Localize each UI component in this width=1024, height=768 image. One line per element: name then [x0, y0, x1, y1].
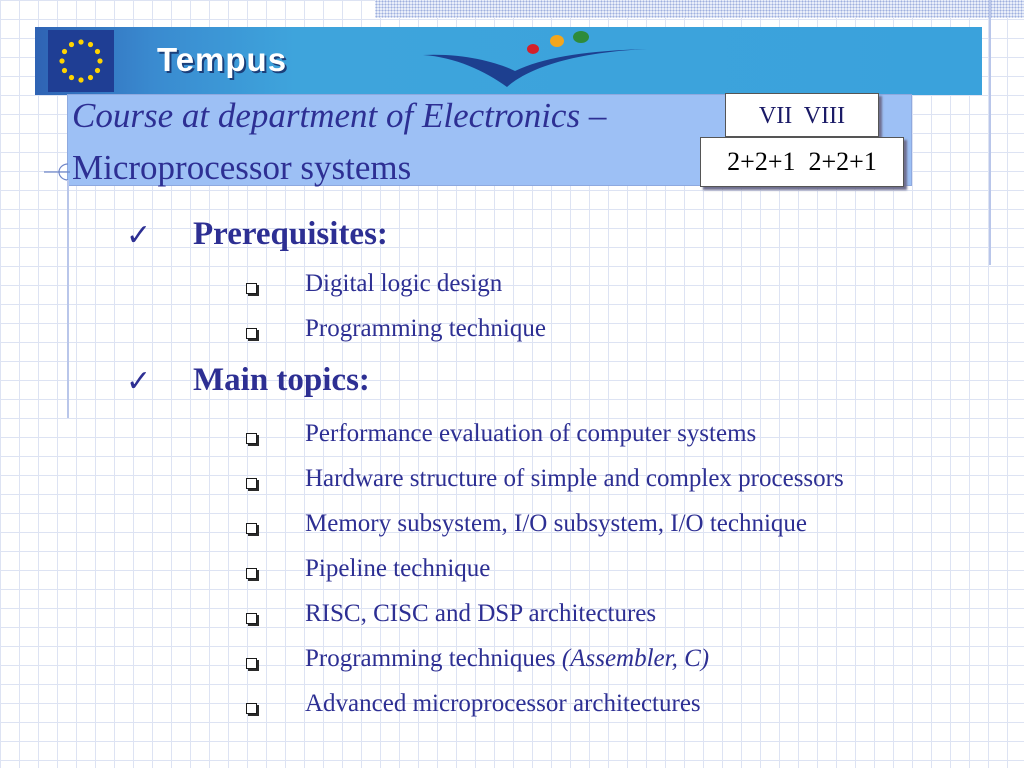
list-item — [305, 645, 709, 673]
list-item-emphasis: (Assembler, C) — [561, 645, 710, 672]
list-item: Digital logic design — [305, 270, 503, 297]
list-item-text: Programming techniques — [305, 645, 562, 672]
list-item: Hardware structure of simple and complex processors — [305, 465, 844, 492]
list-item: Pipeline technique — [305, 555, 491, 582]
top-dotted-band — [375, 0, 1024, 18]
eu-flag-icon — [48, 30, 114, 92]
square-bullet-icon — [246, 478, 257, 489]
square-bullet-icon — [246, 283, 257, 294]
semester-box: VII VIII — [725, 93, 879, 137]
checkmark-icon: ✓ — [126, 364, 152, 399]
list-item: Memory subsystem, I/O subsystem, I/O technique — [305, 510, 808, 537]
square-bullet-icon — [246, 658, 257, 669]
square-bullet-icon — [246, 433, 257, 444]
section-heading-main-topics: Main topics: — [193, 362, 370, 398]
tempus-swoosh-icon — [415, 27, 655, 95]
square-bullet-icon — [246, 568, 257, 579]
credits-box: 2+2+1 2+2+1 — [700, 137, 904, 187]
square-bullet-icon — [246, 523, 257, 534]
list-item: RISC, CISC and DSP architectures — [305, 600, 657, 627]
title-marker-icon — [44, 162, 70, 182]
decorative-vertical-line — [989, 0, 991, 265]
slide-title: Course at department of Electronics – — [72, 96, 607, 135]
square-bullet-icon — [246, 703, 257, 714]
slide-subtitle: Microprocessor systems — [72, 148, 412, 187]
section-heading-prerequisites: Prerequisites: — [193, 216, 388, 252]
list-item: Advanced microprocessor architectures — [305, 690, 701, 717]
tempus-banner — [35, 27, 982, 95]
square-bullet-icon — [246, 328, 257, 339]
decorative-left-line — [67, 180, 69, 418]
tempus-logo-text: Tempus — [157, 41, 288, 78]
list-item: Programming technique — [305, 315, 546, 342]
square-bullet-icon — [246, 613, 257, 624]
list-item: Performance evaluation of computer systems — [305, 420, 757, 447]
checkmark-icon: ✓ — [126, 218, 152, 253]
